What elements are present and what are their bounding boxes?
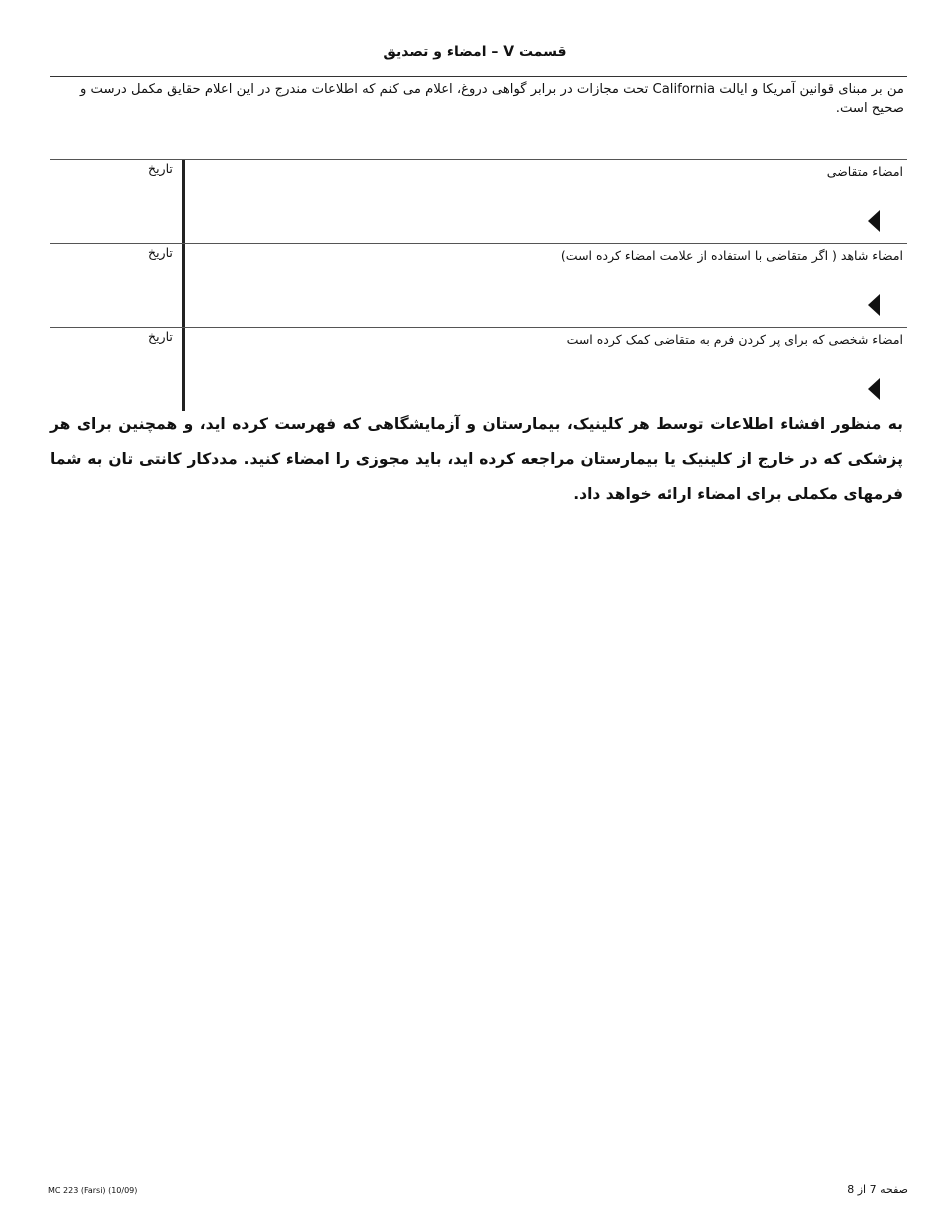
sign-here-arrow-icon bbox=[868, 294, 880, 316]
page-title: قسمت V – امضاء و تصدیق bbox=[383, 44, 567, 60]
top-divider bbox=[50, 76, 907, 77]
date-label: تاریخ bbox=[148, 329, 173, 344]
column-divider bbox=[182, 328, 185, 411]
signature-label: امضاء شخصی که برای پر کردن فرم به متقاضی کمک کرده است bbox=[566, 332, 903, 347]
page-number: صفحه 7 از 8 bbox=[847, 1183, 908, 1196]
sign-here-arrow-icon bbox=[868, 378, 880, 400]
declaration-text: من بر مبنای قوانین آمریکا و ایالت California تحت مجازات در برابر گواهی دروغ، اعلام می کنم که اطلاعات مندرج در این اعلام حقایق مکمل درست و صحیح است. bbox=[79, 82, 904, 116]
column-divider bbox=[182, 160, 185, 243]
signature-label: امضاء متقاضی bbox=[826, 164, 903, 179]
authorization-notice: به منظور افشاء اطلاعات توسط هر کلینیک، بیمارستان و آزمایشگاهی که فهرست کرده اید، و همچنین برای هر پزشکی که در خارج از کلینیک یا بیمارستان مراجعه کرده اید، باید مجوزی را امضاء کنید. مددکار کانتی تان به شما فرمهای مکملی برای امضاء ارائه خواهد داد. bbox=[50, 415, 903, 503]
signature-label: امضاء شاهد ( اگر متقاضی با استفاده از علامت امضاء کرده است) bbox=[560, 248, 903, 263]
column-divider bbox=[182, 244, 185, 327]
date-label: تاریخ bbox=[148, 161, 173, 176]
form-id: MC 223 (Farsi) (10/09) bbox=[48, 1186, 138, 1195]
signature-row-witness[interactable] bbox=[50, 243, 907, 327]
sign-here-arrow-icon bbox=[868, 210, 880, 232]
signature-row-helper[interactable] bbox=[50, 327, 907, 411]
date-label: تاریخ bbox=[148, 245, 173, 260]
signature-table bbox=[50, 159, 907, 411]
signature-row-applicant[interactable] bbox=[50, 159, 907, 243]
